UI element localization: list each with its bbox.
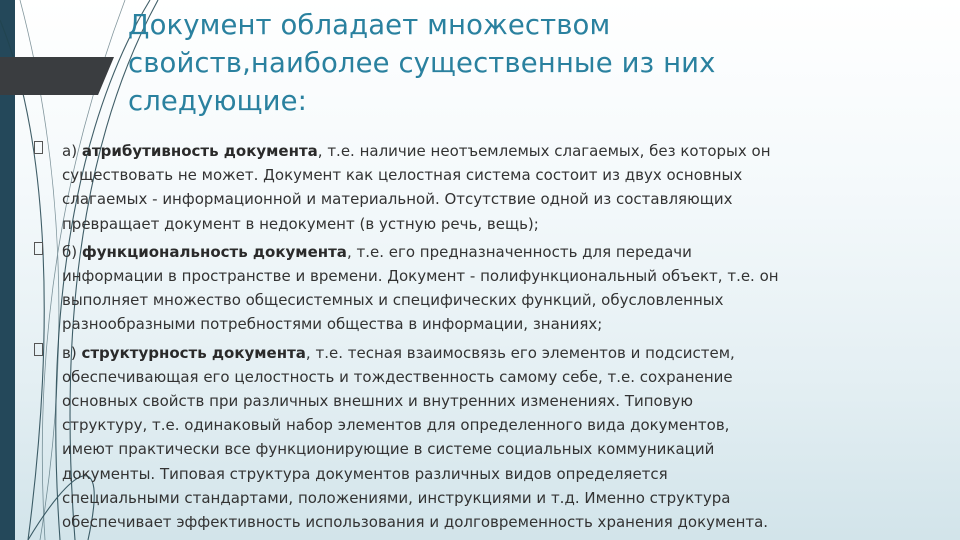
item-text-line: информации в пространстве и времени. Документ - полифункциональный объект, т.е. он	[62, 267, 779, 286]
item-term: атрибутивность документа	[81, 142, 318, 160]
item-text-line: существовать не может. Документ как целостная система состоит из двух основных	[62, 166, 743, 185]
title-accent-tab	[0, 57, 114, 95]
item-text-line: , т.е. его предназначенность для передачи	[346, 242, 692, 261]
slide-title-line: Документ обладает множеством	[128, 9, 611, 41]
item-text-line: выполняет множество общесистемных и специфических функций, обусловленных	[62, 291, 724, 310]
bullet-box-icon	[34, 141, 43, 154]
item-first-line	[62, 240, 932, 264]
item-first-line	[62, 139, 932, 163]
item-text-line: , т.е. тесная взаимосвязь его элементов и подсистем,	[305, 343, 735, 362]
item-prefix: а)	[62, 142, 82, 160]
bullet-box-icon	[34, 343, 43, 356]
bullet-list	[62, 139, 932, 534]
item-text-line: , т.е. наличие неотъемлемых слагаемых, без которых он	[317, 142, 771, 160]
item-term: структурность документа	[81, 343, 306, 362]
item-text-line: обеспечивающая его целостность и тождественность самому себе, т.е. сохранение	[62, 367, 733, 386]
bullet-box-icon	[34, 242, 43, 255]
item-term: функциональность документа	[81, 242, 347, 261]
list-item	[62, 139, 932, 236]
item-first-line	[62, 341, 932, 365]
item-prefix: в)	[62, 343, 82, 362]
item-text-line: обеспечивает эффективность использования и долговременность хранения документа.	[62, 513, 769, 532]
item-text-line: структуру, т.е. одинаковый набор элементов для определенного вида документов,	[62, 416, 730, 435]
item-text-line: имеют практически все функционирующие в системе социальных коммуникаций	[62, 440, 715, 459]
list-item	[62, 341, 932, 535]
item-prefix: б)	[62, 242, 82, 261]
item-text-line: превращает документ в недокумент (в устную речь, вещь);	[62, 214, 539, 233]
item-text-line: документы. Типовая структура документов различных видов определяется	[62, 464, 668, 483]
item-text-line: основных свойств при различных внешних и внутренних изменениях. Типовую	[62, 392, 694, 411]
item-text-line: специальными стандартами, положениями, инструкциями и т.д. Именно структура	[62, 488, 731, 507]
list-item	[62, 240, 932, 337]
item-text-line: разнообразными потребностями общества в информации, знаниях;	[62, 315, 603, 334]
item-text-line: слагаемых - информационной и материальной. Отсутствие одной из составляющих	[62, 190, 733, 209]
slide-title-line: свойств,наиболее существенные из них	[128, 47, 716, 79]
slide-title	[128, 6, 928, 120]
slide-title-line: следующие:	[128, 85, 308, 117]
